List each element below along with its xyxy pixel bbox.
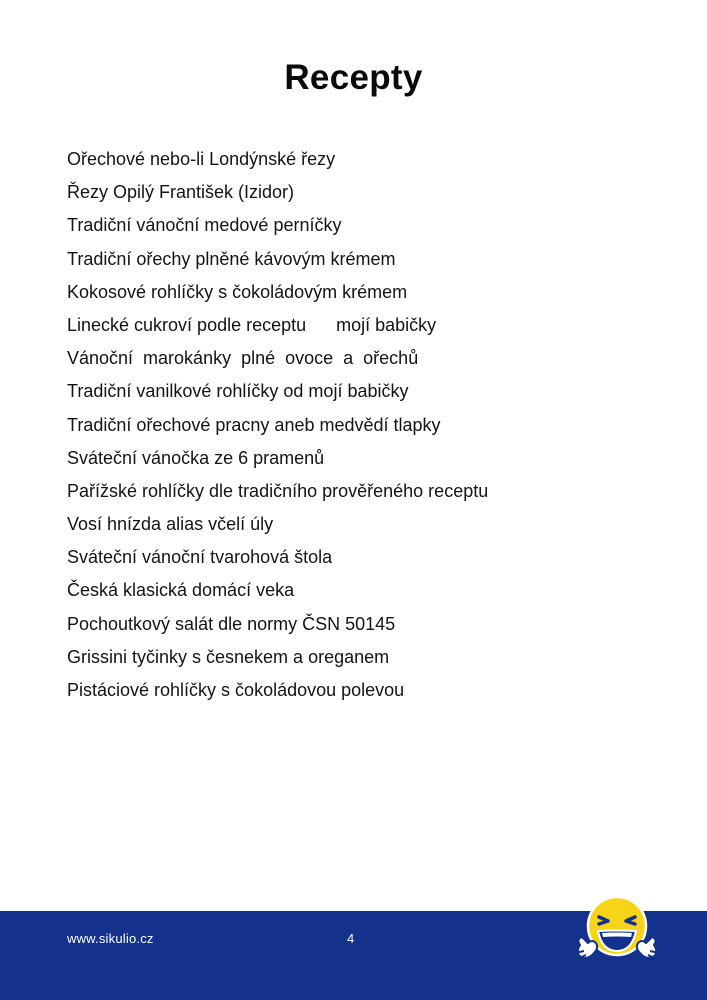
laughing-face-icon: [572, 893, 662, 973]
recipe-item[interactable]: Grissini tyčinky s česnekem a oreganem: [67, 646, 390, 667]
footer-website-link[interactable]: www.sikulio.cz: [67, 931, 154, 946]
recipe-item[interactable]: Pochoutkový salát dle normy ČSN 50145: [67, 613, 396, 634]
recipe-item[interactable]: Řezy Opilý František (Izidor): [67, 182, 295, 203]
recipe-item[interactable]: Linecké cukroví podle receptu mojí babičky: [67, 314, 437, 335]
recipe-item[interactable]: Vánoční marokánky plné ovoce a ořechů: [67, 348, 419, 369]
recipe-item[interactable]: Sváteční vánoční tvarohová štola: [67, 547, 333, 568]
recipe-list: [67, 146, 667, 710]
page-title: Recepty: [284, 58, 423, 97]
recipe-item[interactable]: Tradiční vanilkové rohlíčky od mojí babičky: [67, 381, 409, 402]
page-number: 4: [347, 931, 355, 946]
recipe-item[interactable]: Tradiční ořechové pracny aneb medvědí tlapky: [67, 414, 441, 435]
recipe-item[interactable]: Kokosové rohlíčky s čokoládovým krémem: [67, 281, 408, 302]
recipe-item[interactable]: Ořechové nebo-li Londýnské řezy: [67, 149, 336, 169]
recipe-item[interactable]: Pařížské rohlíčky dle tradičního prověřeného receptu: [67, 480, 489, 501]
recipe-item[interactable]: Pistáciové rohlíčky s čokoládovou polevou: [67, 680, 405, 700]
recipe-item[interactable]: Vosí hnízda alias včelí úly: [67, 514, 274, 535]
recipe-item[interactable]: Česká klasická domácí veka: [67, 580, 295, 601]
recipe-item[interactable]: Tradiční ořechy plněné kávovým krémem: [67, 248, 396, 269]
recipe-item[interactable]: Sváteční vánočka ze 6 pramenů: [67, 447, 325, 468]
recipe-item[interactable]: Tradiční vánoční medové perníčky: [67, 215, 342, 236]
